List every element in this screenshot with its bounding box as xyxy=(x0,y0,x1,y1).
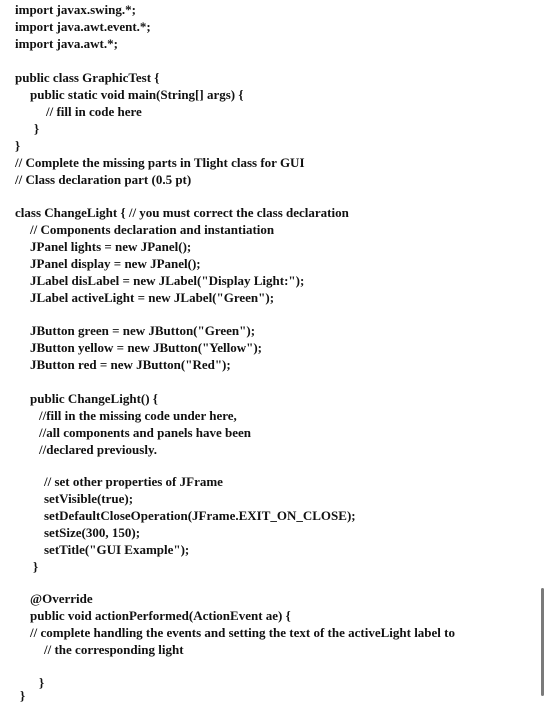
code-line: public void actionPerformed(ActionEvent ae) { xyxy=(30,608,291,623)
code-line: public ChangeLight() { xyxy=(30,391,158,406)
code-line: JButton red = new JButton("Red"); xyxy=(30,357,231,372)
code-line: JButton green = new JButton("Green"); xyxy=(30,323,256,338)
code-line: // Class declaration part (0.5 pt) xyxy=(15,172,192,187)
code-line: import java.awt.*; xyxy=(15,36,118,51)
code-line: JLabel activeLight = new JLabel("Green"); xyxy=(30,290,275,305)
code-line: // Complete the missing parts in Tlight class for GUI xyxy=(15,155,305,170)
code-line: setVisible(true); xyxy=(44,491,134,506)
code-line: setTitle("GUI Example"); xyxy=(44,542,190,557)
code-line: public class GraphicTest { xyxy=(15,70,160,85)
code-line: // fill in code here xyxy=(46,104,142,119)
vertical-scrollbar[interactable] xyxy=(541,588,544,696)
code-line: } xyxy=(15,138,21,153)
code-line: JPanel lights = new JPanel(); xyxy=(30,239,192,254)
code-line: class ChangeLight { // you must correct the class declaration xyxy=(15,205,349,220)
code-line: import javax.swing.*; xyxy=(15,2,136,17)
code-line: @Override xyxy=(30,591,93,606)
code-line: // set other properties of JFrame xyxy=(44,474,223,489)
code-line: } xyxy=(34,121,40,136)
code-line: // the corresponding light xyxy=(44,642,184,657)
code-line: setDefaultCloseOperation(JFrame.EXIT_ON_CLOSE); xyxy=(44,508,356,523)
code-line: } xyxy=(20,688,26,703)
code-line: // Components declaration and instantiation xyxy=(30,222,275,237)
code-line: public static void main(String[] args) { xyxy=(30,87,244,102)
code-line: import java.awt.event.*; xyxy=(15,19,151,34)
code-line: // complete handling the events and setting the text of the activeLight label to xyxy=(30,625,455,640)
code-line: setSize(300, 150); xyxy=(44,525,141,540)
code-line: //fill in the missing code under here, xyxy=(39,408,237,423)
code-line: JLabel disLabel = new JLabel("Display Light:"); xyxy=(30,273,305,288)
code-line: //declared previously. xyxy=(39,442,157,457)
code-line: JPanel display = new JPanel(); xyxy=(30,256,201,271)
code-line: } xyxy=(33,559,39,574)
code-line: JButton yellow = new JButton("Yellow"); xyxy=(30,340,263,355)
code-line: //all components and panels have been xyxy=(39,425,252,440)
code-line: } xyxy=(39,675,45,690)
